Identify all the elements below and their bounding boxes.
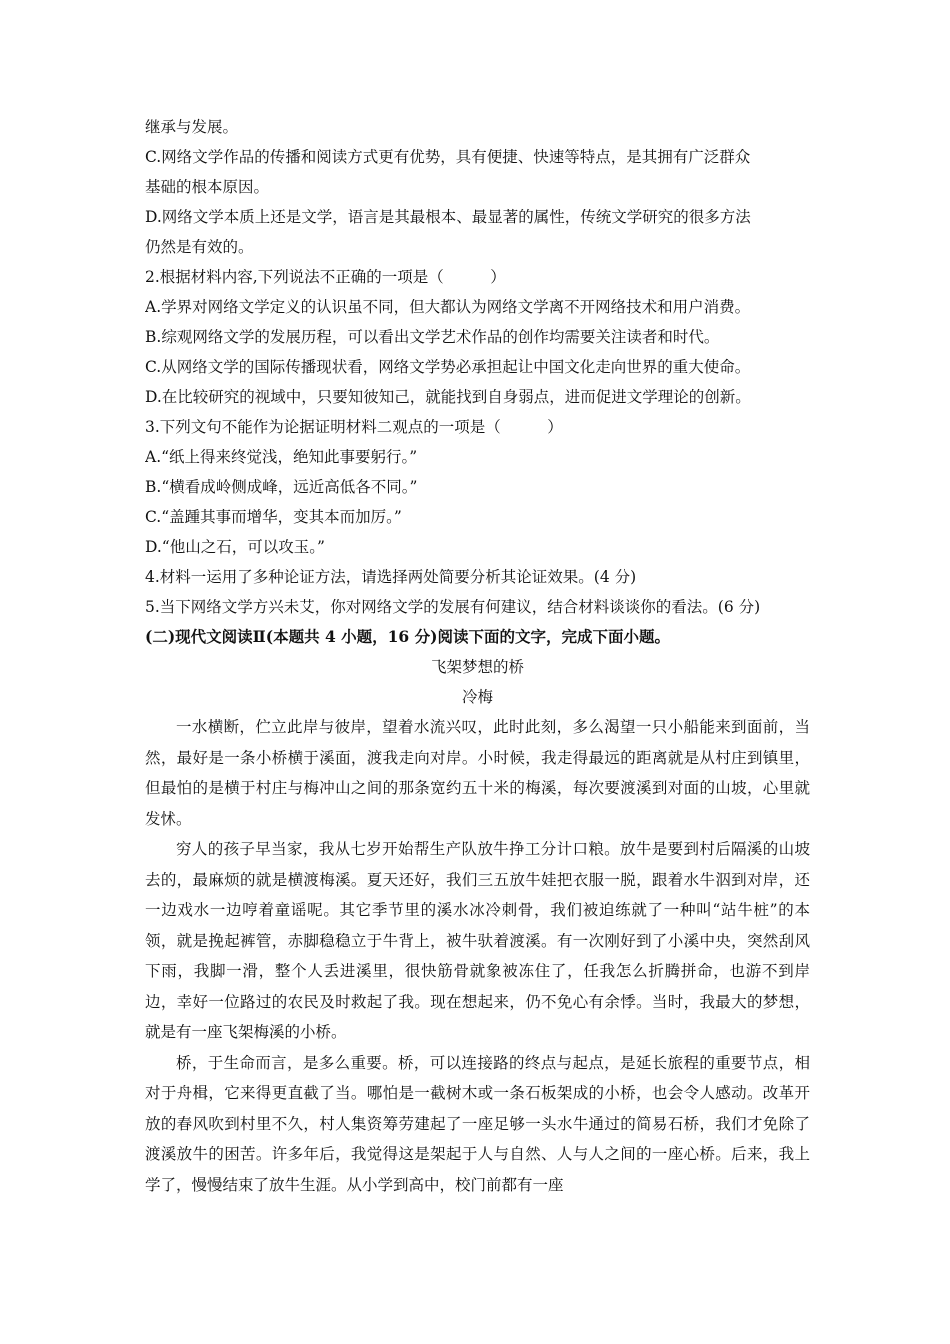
option-b: B.“横看成岭侧成峰，远近高低各不同。”: [145, 478, 418, 496]
question-5: 5.当下网络文学方兴未艾，你对网络文学的发展有何建议，结合材料谈谈你的看法。(6 分): [145, 598, 761, 616]
section-heading: (二)现代文阅读Ⅱ(本题共 4 小题，16 分)阅读下面的文字，完成下面小题。: [145, 627, 670, 646]
option-a: A.“纸上得来终觉浅，绝知此事要躬行。”: [145, 448, 418, 466]
option-c: C.从网络文学的国际传播现状看，网络文学势必承担起让中国文化走向世界的重大使命。: [145, 358, 751, 376]
question-3: 3.下列文句不能作为论据证明材料二观点的一项是（ ）: [145, 418, 563, 436]
article-title: 飞架梦想的桥: [430, 658, 524, 676]
option-b: B.综观网络文学的发展历程，可以看出文学艺术作品的创作均需要关注读者和时代。: [145, 328, 720, 346]
text-line: C.网络文学作品的传播和阅读方式更有优势，具有便捷、快速等特点，是其拥有广泛群众: [145, 148, 751, 166]
article-paragraph: 桥，于生命而言，是多么重要。桥，可以连接路的终点与起点，是延长旅程的重要节点，相对于舟楫，它来得更直截了当。哪怕是一截树木或一条石板架成的小桥，也会令人感动。改革开放的春风吹到村里不久，村人集资筹劳建起了一座足够一头水牛通过的简易石桥，我们才免除了渡溪放牛的困苦。许多年后，我觉得这是架起于人与自然、人与人之间的一座心桥。后来，我上学了，慢慢结束了放牛生涯。从小学到高中，校门前都有一座: [145, 1053, 810, 1194]
text-line: D.网络文学本质上还是文学，语言是其最根本、最显著的属性，传统文学研究的很多方法: [145, 208, 751, 226]
article-paragraph: 穷人的孩子早当家，我从七岁开始帮生产队放牛挣工分计口粮。放牛是要到村后隔溪的山坡去的，最麻烦的就是横渡梅溪。夏天还好，我们三五放牛娃把衣服一脱，跟着水牛泅到对岸，还一边戏水一边哼着童谣呢。其它季节里的溪水冰冷刺骨，我们被迫练就了一种叫“站牛桩”的本领，就是挽起裤管，赤脚稳稳立于牛背上，被牛驮着渡溪。有一次刚好到了小溪中央，突然刮风下雨，我脚一滑，整个人丢进溪里，很快筋骨就象被冻住了，任我怎么折腾拼命，也游不到岸边，幸好一位路过的农民及时救起了我。现在想起来，仍不免心有余悸。当时，我最大的梦想，就是有一座飞架梅溪的小桥。: [145, 840, 810, 1041]
option-a: A.学界对网络文学定义的认识虽不同，但大都认为网络文学离不开网络技术和用户消费。: [145, 298, 751, 316]
option-d: D.“他山之石，可以攻玉。”: [145, 538, 325, 556]
option-c: C.“盖踵其事而增华，变其本而加厉。”: [145, 508, 402, 526]
question-4: 4.材料一运用了多种论证方法，请选择两处简要分析其论证效果。(4 分): [145, 568, 637, 586]
text-line: 继承与发展。: [145, 118, 239, 136]
text-line: 仍然是有效的。: [145, 238, 254, 256]
document-page: [145, 112, 810, 1200]
text-line: 基础的根本原因。: [145, 178, 270, 196]
article-author: 冷梅: [461, 688, 493, 706]
question-2: 2.根据材料内容,下列说法不正确的一项是（ ）: [145, 268, 506, 286]
option-d: D.在比较研究的视域中，只要知彼知己，就能找到自身弱点，进而促进文学理论的创新。: [145, 388, 751, 406]
article-paragraph: 一水横断，伫立此岸与彼岸，望着水流兴叹，此时此刻，多么渴望一只小船能来到面前，当然，最好是一条小桥横于溪面，渡我走向对岸。小时候，我走得最远的距离就是从村庄到镇里，但最怕的是横于村庄与梅冲山之间的那条宽约五十米的梅溪，每次要渡溪到对面的山坡，心里就发怵。: [145, 718, 810, 828]
